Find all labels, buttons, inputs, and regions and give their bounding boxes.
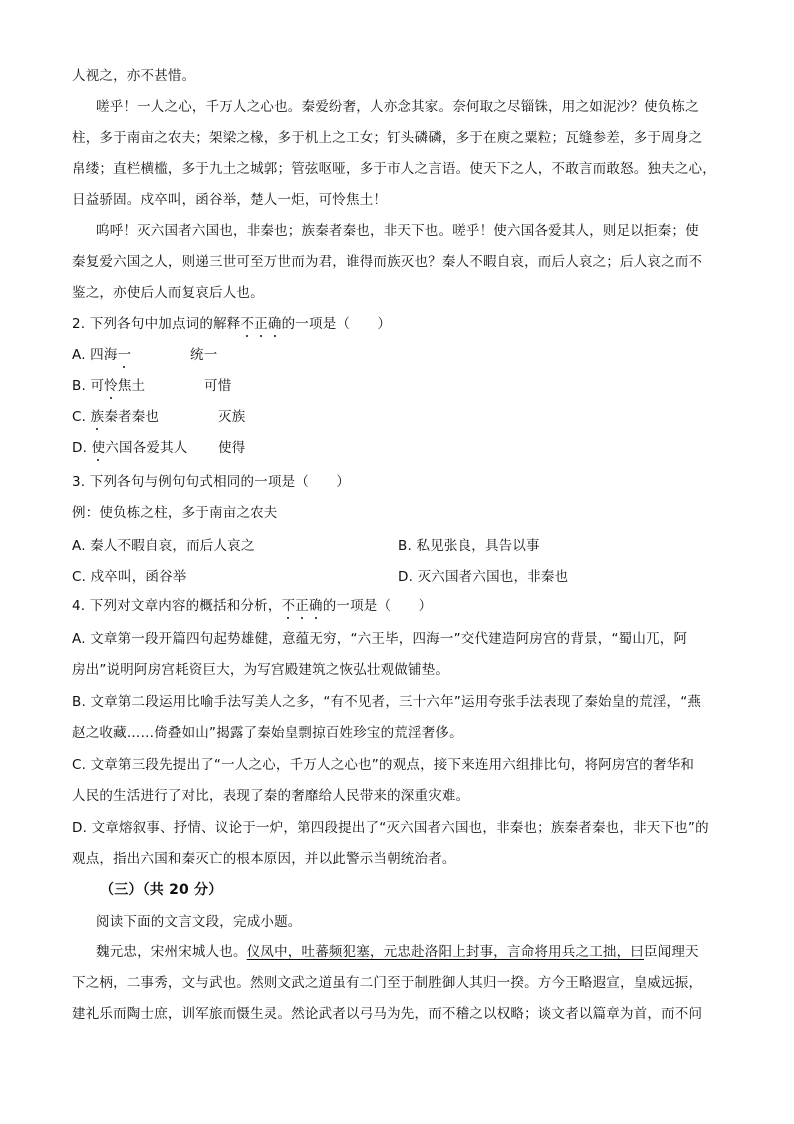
dotted-char: 不 <box>240 316 255 332</box>
question-3-stem: 3. 下列各句与例句句式相同的一项是（ ） <box>72 474 351 490</box>
section-heading: （三）（共 20 分） <box>100 882 223 898</box>
q2-option-d[interactable]: D. 使六国各爱其人 <box>72 440 188 456</box>
q2-option-a[interactable]: A. 四海一 <box>72 347 132 363</box>
question-3-example: 例：使负栋之柱，多于南亩之农夫 <box>72 505 278 521</box>
q2-option-a-meaning: 统一 <box>190 347 218 363</box>
emphasis-dotted <box>282 598 323 614</box>
underlined-sentence: 仪凤中，吐蕃频犯塞，元忠赴洛阳上封事，言命将用兵之工拙，曰 <box>246 944 645 960</box>
q4-option-c-line[interactable]: C. 文章第三段先提出了“一人之心，千万人之心也”的观点，接下来连用六组排比句，将阿房宫的奢华和 <box>72 757 695 773</box>
passage-line: 建礼乐而陶士庶，训军旅而慑生灵。然论武者以弓马为先，而不稽之以权略；谈文者以篇章为首，而不问 <box>72 1006 703 1022</box>
dotted-char: 使 <box>91 440 106 456</box>
q2-option-b-meaning: 可惜 <box>204 378 232 394</box>
dotted-char <box>240 316 281 332</box>
passage-line: 人视之，亦不甚惜。 <box>72 68 196 84</box>
section-instruction: 阅读下面的文言文段，完成小题。 <box>96 914 302 930</box>
q2-option-d-meaning: 使得 <box>218 440 246 456</box>
q3-option-b[interactable]: B. 私见张良，具告以事 <box>398 538 540 554</box>
question-2-stem: 2. 下列各句中加点词的解释不正确的一项是（ ） <box>72 316 392 332</box>
passage-line: 呜呼！灭六国者六国也，非秦也；族秦者秦也，非天下也。嗟乎！使六国各爱其人，则足以拒秦；使 <box>96 223 699 239</box>
q2-option-c[interactable]: C. 族秦者秦也 <box>72 409 160 425</box>
passage-line: 秦复爱六国之人，则递三世可至万世而为君，谁得而族灭也？秦人不暇自哀，而后人哀之；后人哀之而不 <box>72 254 703 270</box>
dotted-char: 正 <box>254 316 268 332</box>
dotted-char: 正 <box>295 598 309 614</box>
dotted-char: 确 <box>267 316 282 332</box>
dotted-char: 族 <box>90 409 105 425</box>
passage-line: 帛缕；直栏横槛，多于九土之城郭；管弦呕哑，多于市人之言语。使天下之人，不敢言而敢怒。独夫之心， <box>72 161 716 177</box>
q4-option-d-line[interactable]: D. 文章熔叙事、抒情、议论于一炉，第四段提出了“灭六国者六国也，非秦也；族秦者秦也，非天下也”的 <box>72 820 709 836</box>
dotted-char: 不 <box>281 598 296 614</box>
q4-option-b-line: 赵之收藏……倚叠如山”揭露了秦始皇剽掠百姓珍宝的荒淫奢侈。 <box>72 725 463 741</box>
dotted-char: 确 <box>308 598 323 614</box>
passage-line: 下之柄，二事秀，文与武也。然则文武之道虽有二门至于制胜御人其归一揆。方今王略遐宣，皇威远振， <box>72 975 703 991</box>
q4-option-a-line: 房出”说明阿房宫耗资巨大，为写宫殿建筑之恢弘壮观做铺垫。 <box>72 662 450 678</box>
q2-option-c-meaning: 灭族 <box>218 409 246 425</box>
passage-line: 魏元忠，宋州宋城人也。仪凤中，吐蕃频犯塞，元忠赴洛阳上封事，言命将用兵之工拙，曰臣闻理天 <box>96 944 699 960</box>
question-4-stem: 4. 下列对文章内容的概括和分析，不正确的一项是（ ） <box>72 598 433 614</box>
q4-option-c-line: 人民的生活进行了对比，表现了秦的奢靡给人民带来的深重灾难。 <box>72 788 470 804</box>
q3-option-c[interactable]: C. 戍卒叫，函谷举 <box>72 569 187 585</box>
q4-option-a-line[interactable]: A. 文章第一段开篇四句起势雄健，意蕴无穷，“六王毕，四海一”交代建造阿房宫的背景，“蜀山兀，阿 <box>72 631 688 647</box>
passage-line: 柱，多于南亩之农夫；架梁之椽，多于机上之工女；钉头磷磷，多于在庾之粟粒；瓦缝参差，多于周身之 <box>72 130 703 146</box>
q3-option-d[interactable]: D. 灭六国者六国也，非秦也 <box>398 569 569 585</box>
passage-line: 日益骄固。戍卒叫，函谷举，楚人一炬，可怜焦土！ <box>72 192 388 208</box>
passage-line: 鉴之，亦使后人而复哀后人也。 <box>72 285 264 301</box>
q3-option-a[interactable]: A. 秦人不暇自哀，而后人哀之 <box>72 538 255 554</box>
passage-line: 嗟乎！一人之心，千万人之心也。秦爱纷奢，人亦念其家。奈何取之尽锱铢，用之如泥沙？使负栋之 <box>96 99 699 115</box>
q2-option-b[interactable]: B. 可怜焦土 <box>72 378 146 394</box>
dotted-char: 一 <box>117 347 132 363</box>
q4-option-b-line[interactable]: B. 文章第二段运用比喻手法写美人之多，“有不见者，三十六年”运用夸张手法表现了秦始皇的荒淫，“燕 <box>72 694 702 710</box>
emphasis-dotted <box>240 316 281 332</box>
dotted-char: 怜 <box>104 378 118 394</box>
q4-option-d-line: 观点，指出六国和秦灭亡的根本原因，并以此警示当朝统治者。 <box>72 851 456 867</box>
